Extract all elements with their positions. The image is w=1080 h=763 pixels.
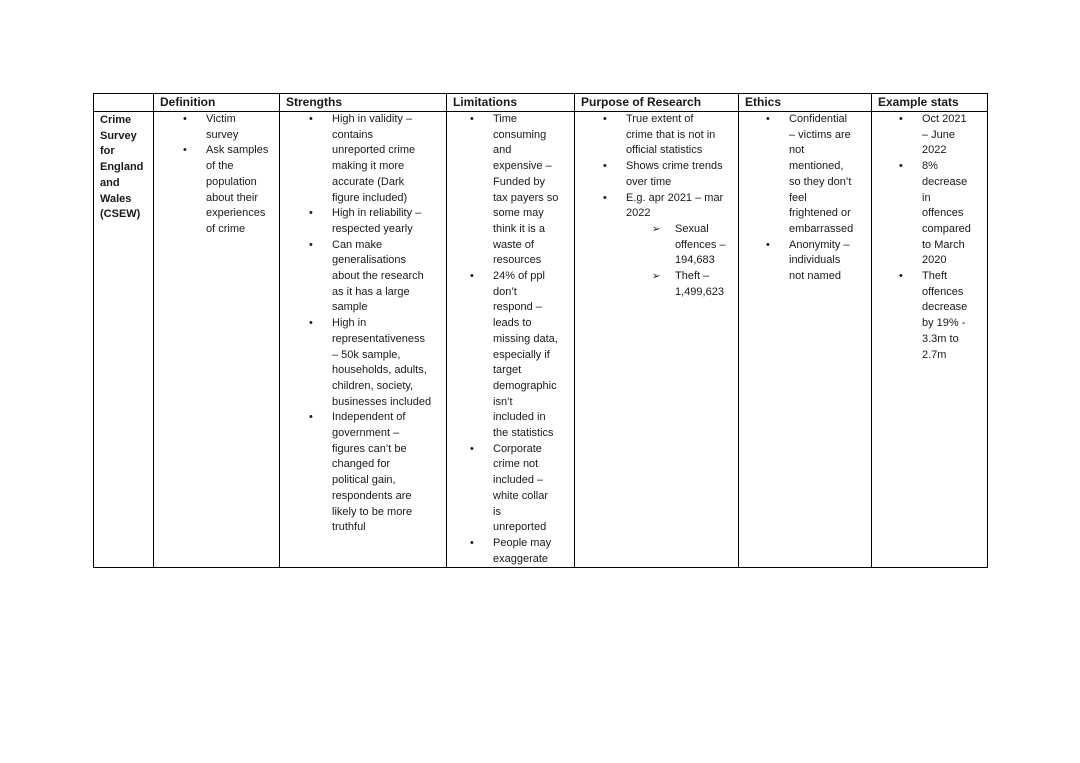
stats-item-line: in [922, 191, 931, 204]
strengths-cell [280, 112, 447, 568]
purpose-subitem-line: 1,499,623 [675, 285, 724, 298]
purpose-subitem-line: ➢ Theft – [675, 270, 710, 283]
header-stats: Example stats [872, 94, 988, 112]
strength-item-line: truthful [332, 521, 366, 534]
limitation-item [493, 536, 574, 567]
strength-item [332, 206, 446, 237]
ethics-cell [739, 112, 872, 568]
corner-cell [94, 94, 154, 112]
row-label-line: England [100, 161, 144, 174]
limitation-item-line: is [493, 505, 501, 518]
stats-item-line: offences [922, 285, 964, 298]
row-label-line: (CSEW) [100, 208, 141, 221]
ethics-item-line: individuals [789, 254, 841, 267]
strength-item-line: • High in [332, 317, 367, 330]
limitation-item-line: waste of [493, 238, 534, 251]
ethics-item-line: embarrassed [789, 222, 854, 235]
limitation-item-line: unreported [493, 521, 547, 534]
stats-item-line: offences [922, 207, 964, 220]
strength-item-line: households, adults, [332, 364, 427, 377]
strength-item-line: changed for [332, 458, 391, 471]
strength-item [332, 238, 446, 317]
purpose-item-line: over time [626, 175, 672, 188]
header-purpose: Purpose of Research [575, 94, 739, 112]
ethics-item-line: mentioned, [789, 160, 844, 173]
strength-item-line: about the research [332, 270, 424, 283]
limitation-item-line: respond – [493, 301, 542, 314]
csew-table [93, 93, 988, 568]
strength-item [332, 112, 446, 206]
strength-item-line: respected yearly [332, 222, 413, 235]
stats-item [922, 269, 987, 363]
strength-item-line: as it has a large [332, 285, 410, 298]
definition-item-line: survey [206, 128, 239, 141]
limitation-item-line: don’t [493, 285, 517, 298]
strength-item-line: political gain, [332, 474, 396, 487]
header-limitations: Limitations [447, 94, 575, 112]
row-label-line: Survey [100, 129, 137, 142]
limitation-item-line: Funded by [493, 175, 545, 188]
definition-item-line: • Ask samples [206, 144, 269, 157]
stats-cell [872, 112, 988, 568]
definition-item-line: • Victim [206, 113, 236, 125]
purpose-item-line: crime that is not in [626, 128, 716, 141]
limitation-item-line: exaggerate [493, 552, 549, 565]
limitation-item-line: target [493, 364, 522, 377]
purpose-item-line: 2022 [626, 207, 651, 220]
header-row [94, 94, 988, 112]
purpose-item [626, 112, 738, 159]
strength-item-line: accurate (Dark [332, 175, 405, 188]
limitation-item-line: some may [493, 207, 544, 220]
limitation-item-line: and [493, 144, 512, 157]
purpose-item [626, 159, 738, 190]
definition-item-line: experiences [206, 207, 266, 220]
limitation-item [493, 112, 574, 269]
strength-item [332, 410, 446, 536]
limitation-item-line: consuming [493, 128, 547, 141]
ethics-item [789, 112, 871, 238]
definition-item-line: of crime [206, 222, 246, 235]
limitation-item-line: tax payers so [493, 191, 559, 204]
limitation-item-line: • Time [493, 113, 518, 125]
ethics-item-line: not named [789, 270, 841, 283]
strength-item-line: figures can’t be [332, 442, 407, 455]
stats-item-line: decrease [922, 175, 968, 188]
strength-item-line: generalisations [332, 254, 406, 267]
stats-item-line: 3.3m to [922, 332, 959, 345]
limitation-item-line: included – [493, 474, 544, 487]
limitation-item [493, 442, 574, 536]
row-label-line: Wales [100, 192, 132, 205]
stats-item-line: decrease [922, 301, 968, 314]
ethics-item-line: not [789, 144, 805, 157]
limitation-item-line: resources [493, 254, 542, 267]
limitation-item-line: demographic [493, 379, 557, 392]
definition-cell [154, 112, 280, 568]
stats-item-line: 2020 [922, 254, 947, 267]
strength-item-line: figure included) [332, 191, 408, 204]
ethics-item-line: frightened or [789, 207, 851, 220]
strength-item-line: making it more [332, 160, 405, 173]
strength-item-line: sample [332, 301, 368, 314]
strength-item-line: • Independent of [332, 411, 406, 424]
ethics-item-line: – victims are [789, 128, 851, 141]
limitation-item-line: crime not [493, 458, 539, 471]
stats-item-line: – June [922, 128, 956, 141]
ethics-item-line: • Confidential [789, 113, 848, 125]
stats-item [922, 159, 987, 269]
ethics-item [789, 238, 871, 285]
stats-item-line: • 8% [922, 160, 938, 173]
definition-item-line: population [206, 175, 257, 188]
ethics-item-line: so they don’t [789, 175, 852, 188]
purpose-subitem [675, 222, 738, 269]
strength-item-line: • High in reliability – [332, 207, 422, 220]
strength-item-line: likely to be more [332, 505, 413, 518]
row-label-line: for [100, 145, 115, 158]
purpose-subitem-line: ➢ Sexual [675, 222, 709, 235]
limitations-cell [447, 112, 575, 568]
strength-item-line: respondents are [332, 489, 412, 502]
limitation-item-line: • People may [493, 536, 552, 549]
limitation-item-line: think it is a [493, 222, 545, 235]
stats-item [922, 112, 987, 159]
purpose-subitem-line: offences – [675, 238, 726, 251]
limitation-item-line: included in [493, 411, 546, 424]
purpose-item-line: • Shows crime trends [626, 160, 723, 173]
stats-item-line: by 19% - [922, 317, 966, 330]
definition-item-line: of the [206, 160, 234, 173]
stats-item-line: 2.7m [922, 348, 947, 361]
ethics-item-line: • Anonymity – [789, 238, 850, 251]
stats-item-line: compared [922, 222, 971, 235]
limitation-item-line: isn’t [493, 395, 513, 408]
ethics-item-line: feel [789, 191, 807, 204]
strength-item [332, 316, 446, 410]
limitation-item-line: leads to [493, 317, 532, 330]
strength-item-line: unreported crime [332, 144, 416, 157]
purpose-item [626, 191, 738, 222]
strength-item-line: children, society, [332, 379, 414, 392]
stats-item-line: • Oct 2021 [922, 113, 967, 125]
strength-item-line: businesses included [332, 395, 432, 408]
definition-item [206, 143, 279, 237]
definition-item-line: about their [206, 191, 258, 204]
limitation-item-line: expensive – [493, 160, 552, 173]
limitation-item-line: • 24% of ppl [493, 270, 545, 283]
stats-item-line: 2022 [922, 144, 947, 157]
strength-item-line: • Can make [332, 238, 383, 251]
row-label-line: Crime [100, 114, 132, 126]
strength-item-line: government – [332, 427, 400, 440]
header-ethics: Ethics [739, 94, 872, 112]
csew-row [94, 112, 988, 568]
strength-item-line: • High in validity – [332, 113, 413, 125]
strength-item-line: contains [332, 128, 373, 141]
header-definition: Definition [154, 94, 280, 112]
definition-item [206, 112, 279, 143]
limitation-item-line: missing data, [493, 332, 558, 345]
purpose-item-line: • E.g. apr 2021 – mar [626, 191, 724, 204]
limitation-item-line: especially if [493, 348, 550, 361]
limitation-item-line: • Corporate [493, 442, 542, 455]
strength-item-line: representativeness [332, 332, 425, 345]
purpose-cell [575, 112, 739, 568]
purpose-subitem [675, 269, 738, 300]
limitation-item-line: white collar [493, 489, 549, 502]
row-label-line: and [100, 176, 120, 189]
stats-item-line: • Theft [922, 270, 948, 283]
limitation-item [493, 269, 574, 442]
limitation-item-line: the statistics [493, 427, 554, 440]
strength-item-line: – 50k sample, [332, 348, 401, 361]
purpose-item-line: official statistics [626, 144, 703, 157]
header-strengths: Strengths [280, 94, 447, 112]
purpose-item-line: • True extent of [626, 113, 694, 125]
stats-item-line: to March [922, 238, 965, 251]
row-label [94, 112, 154, 568]
purpose-subitem-line: 194,683 [675, 254, 715, 267]
